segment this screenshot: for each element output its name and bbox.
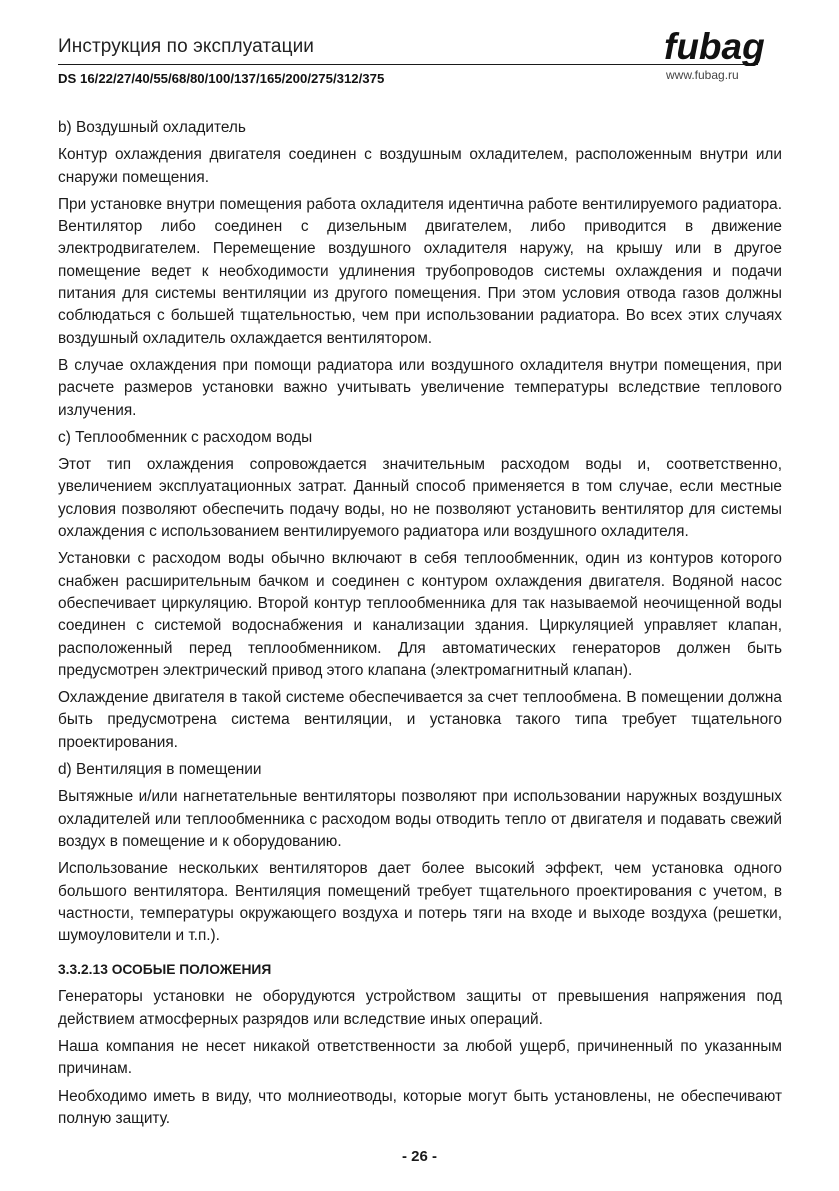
paragraph: Вытяжные и/или нагнетательные вентиляторы позволяют при использовании наружных воздушных охладителей или теплообменника с расходом воды отводить тепло от двигателя и подавать свежий воздух в помещение и к оборудованию. — [58, 788, 782, 850]
document-title: Инструкция по эксплуатации — [58, 36, 315, 57]
fubag-logo — [662, 26, 786, 66]
paragraph: Этот тип охлаждения сопровождается значительным расходом воды и, соответственно, увеличением эксплуатационных затрат. Данный способ применяется в том случае, если местные условия позволяют обеспечить подачу воды, но не позволяют установить вентилятор для системы охлаждения с использованием вентилируемого радиатора или воздушного охладителя. — [58, 456, 782, 541]
paragraph: Контур охлаждения двигателя соединен с воздушным охладителем, расположенным внутри или снаружи помещения. — [58, 146, 782, 186]
paragraph: При установке внутри помещения работа охладителя идентична работе вентилируемого радиатора. Вентилятор либо соединен с дизельным двигателем, либо приводится в движение электродвигателем. Перемещение воздушного охладителя наружу, на крышу или в другое помещение ведет к необходимости удлинения трубопроводов системы охлаждения и подачи питания для системы вентиляции из другого помещения. При этом условия отвода газов должны соблюдаться с большей тщательностью, чем при использовании радиатора. Во всех этих случаях воздушный охладитель охлаждается вентилятором. — [58, 195, 782, 347]
paragraph: Использование нескольких вентиляторов дает более высокий эффект, чем установка одного большого вентилятора. Вентиляция помещений требует тщательного проектирования с учетом, в частности, температуры окружающего воздуха и потерь тяги на входе и выходе воздуха (решетки, шумоуловители и т.п.). — [58, 860, 782, 945]
website-url: www.fubag.ru — [666, 68, 739, 82]
paragraph: Необходимо иметь в виду, что молниеотводы, которые могут быть установлены, не обеспечивают полную защиту. — [58, 1087, 782, 1127]
paragraph: В случае охлаждения при помощи радиатора или воздушного охладителя внутри помещения, при расчете размеров установки важно учитывать увеличение температуры вследствие теплового излучения. — [58, 356, 782, 419]
paragraph: Установки с расходом воды обычно включают в себя теплообменник, один из контуров которого снабжен расширительным бачком и соединен с контуром охлаждения двигателя. Водяной насос обеспечивает циркуляцию. Второй контур теплообменника для так называемой неочищенной воды соединен с системой водоснабжения и канализации здания. Циркуляцией управляет клапан, расположенный перед теплообменником. Для автоматических генераторов должен быть предусмотрен электрический привод этого клапана (электромагнитный клапан). — [58, 550, 782, 679]
paragraph: Наша компания не несет никакой ответственности за любой ущерб, причиненный по указанным причинам. — [58, 1037, 782, 1078]
model-list: DS 16/22/27/40/55/68/80/100/137/165/200/275/312/375 — [58, 71, 385, 86]
subsection-air-cooler: b) Воздушный охладитель — [58, 119, 246, 136]
logo-text: fubag — [664, 26, 765, 66]
document-body — [58, 117, 782, 1135]
page-number: - 26 - — [401, 1148, 437, 1165]
paragraph: Охлаждение двигателя в такой системе обеспечивается за счет теплообмена. В помещении должна быть предусмотрена система вентиляции, и установка такого типа требует тщательного проектирования. — [58, 689, 782, 751]
subsection-heat-exchanger: c) Теплообменник с расходом воды — [58, 428, 313, 446]
section-heading: 3.3.2.13 ОСОБЫЕ ПОЛОЖЕНИЯ — [58, 962, 272, 978]
paragraph: Генераторы установки не оборудуются устройством защиты от превышения напряжения под действием атмосферных разрядов или вследствие иных операций. — [58, 988, 782, 1028]
header-divider — [58, 64, 758, 65]
subsection-ventilation: d) Вентиляция в помещении — [58, 761, 262, 779]
